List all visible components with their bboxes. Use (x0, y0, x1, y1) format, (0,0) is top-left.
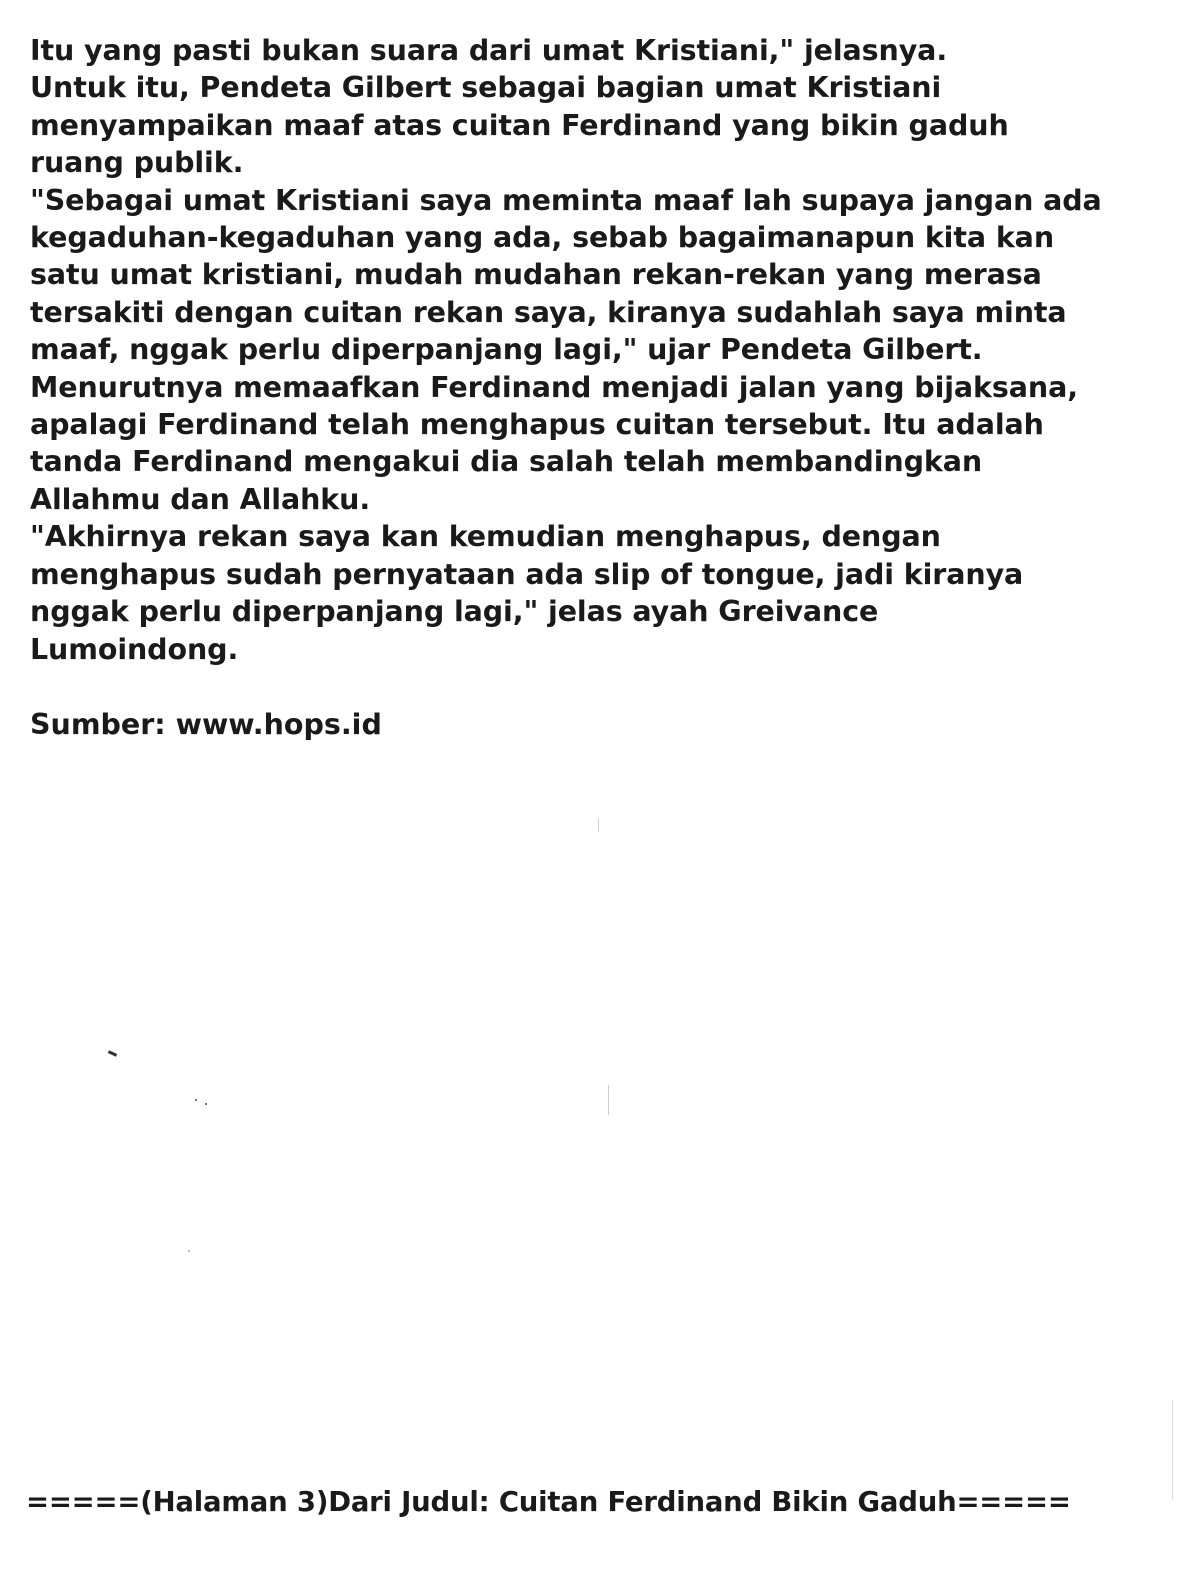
scan-speck (108, 1050, 117, 1057)
body-line: maaf, nggak perlu diperpanjang lagi," ujar Pendeta Gilbert. (30, 333, 983, 367)
body-line: menyampaikan maaf atas cuitan Ferdinand yang bikin gaduh (30, 108, 1009, 142)
scan-speck (188, 1250, 190, 1252)
body-line: nggak perlu diperpanjang lagi," jelas ayah Greivance (30, 595, 879, 629)
scan-speck (598, 818, 599, 832)
body-line: "Akhirnya rekan saya kan kemudian menghapus, dengan (30, 520, 941, 554)
body-line: Itu yang pasti bukan suara dari umat Kristiani," jelasnya. (30, 34, 948, 67)
article-body (30, 32, 1180, 668)
body-line: Lumoindong. (30, 632, 239, 666)
body-line: ruang publik. (30, 146, 244, 180)
scan-speck (205, 1103, 207, 1105)
body-line: Menurutnya memaafkan Ferdinand menjadi jalan yang bijaksana, (30, 370, 1078, 404)
body-line: tersakiti dengan cuitan rekan saya, kiranya sudahlah saya minta (30, 295, 1067, 329)
body-line: menghapus sudah pernyataan ada slip of tongue, jadi kiranya (30, 557, 1024, 591)
scan-speck (195, 1099, 197, 1101)
body-line: Allahmu dan Allahku. (30, 482, 371, 516)
page-footer: =====(Halaman 3)Dari Judul: Cuitan Ferdinand Bikin Gaduh===== (26, 1486, 1071, 1518)
scan-speck (608, 1085, 609, 1115)
source-citation: Sumber: www.hops.id (30, 708, 382, 741)
body-line: Untuk itu, Pendeta Gilbert sebagai bagian umat Kristiani (30, 71, 942, 105)
body-line: "Sebagai umat Kristiani saya meminta maaf lah supaya jangan ada (30, 183, 1102, 217)
scan-speck (1172, 1400, 1173, 1500)
body-line: apalagi Ferdinand telah menghapus cuitan tersebut. Itu adalah (30, 408, 1044, 442)
body-line: satu umat kristiani, mudah mudahan rekan-rekan yang merasa (30, 258, 1042, 292)
body-line: kegaduhan-kegaduhan yang ada, sebab bagaimanapun kita kan (30, 221, 1055, 255)
body-line: tanda Ferdinand mengakui dia salah telah membandingkan (30, 445, 983, 479)
